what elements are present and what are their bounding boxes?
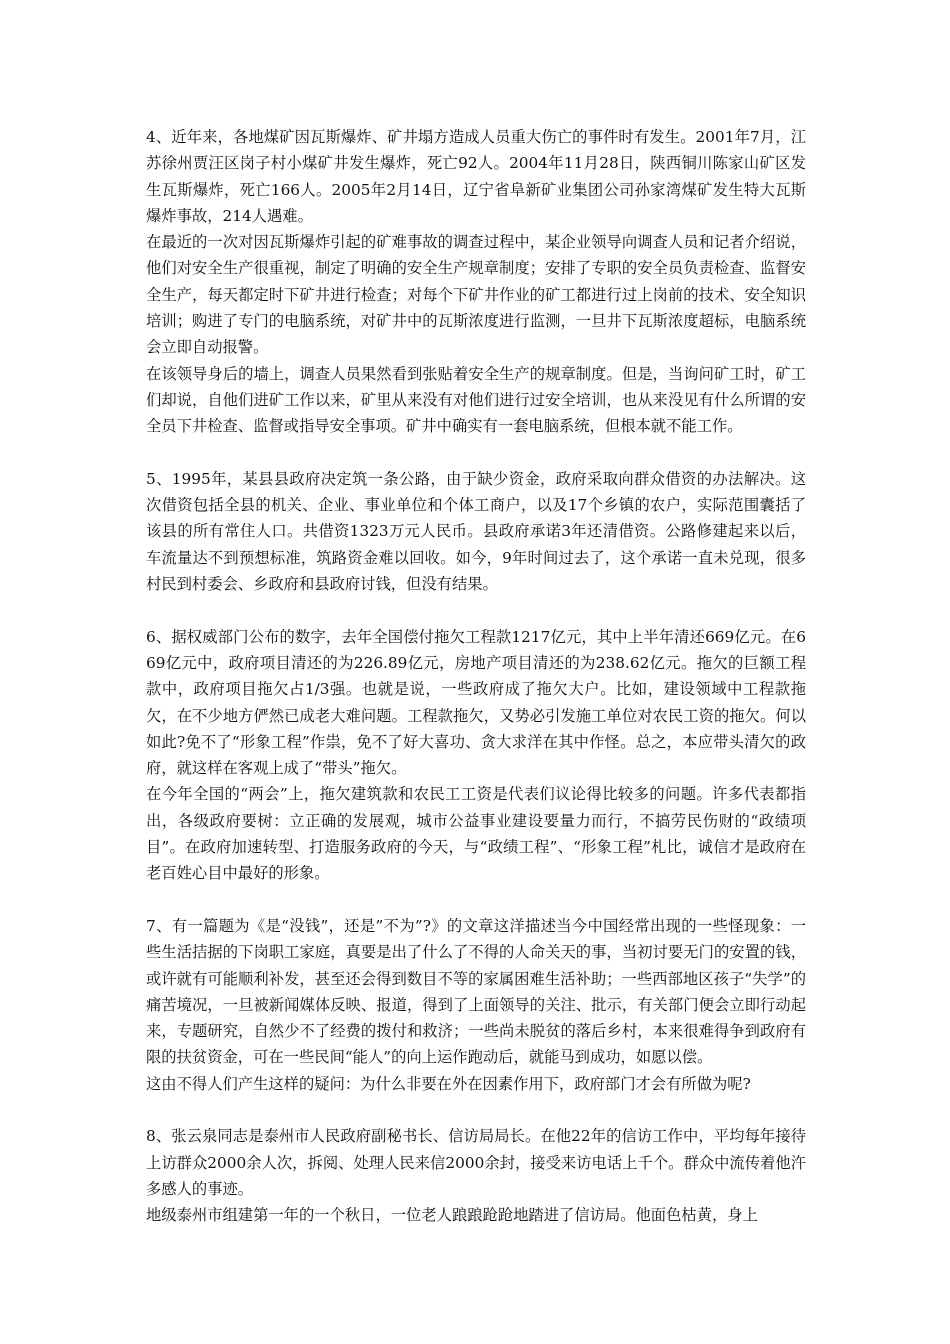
paragraph: 5、1995年，某县县政府决定筑一条公路，由于缺少资金，政府采取向群众借资的办法解决。这次借资包括全县的机关、企业、事业单位和个体工商户，以及17个乡镇的农户，实际范围囊括了该县的所有常住人口。共借资1323万元人民币。县政府承诺3年还清借资。公路修建起来以后，车流量达不到预想标准，筑路资金难以回收。如今，9年时间过去了，这个承诺一直未兑现，很多村民到村委会、乡政府和县政府讨钱，但没有结果。 — [146, 469, 806, 594]
paragraph: 8、张云泉同志是泰州市人民政府副秘书长、信访局局长。在他22年的信访工作中，平均每年接待上访群众2000余人次，拆阅、处理人民来信2000余封，接受来访电话上千个。群众中流传着他汻多感人的事迹。 — [146, 1127, 806, 1198]
paragraph: 地级泰州市组建第一年的一个秋日，一位老人踉踉跄跄地踏进了信访局。他面色枯黄，身上 — [146, 1206, 758, 1225]
paragraph: 在今年全国的“两会”上，拖欠建筑款和农民工工资是代表们议论得比较多的问题。许多代表都指出，各级政府要树：立正确的发展观，城市公益事业建设要量力而行，不搞劳民伤财的“政绩项目”。在政府加速转型、打造服务政府的今天，与“政绩工程”、“形象工程”札比，诚信才是政府在老百姓心目中最好的形象。 — [146, 785, 806, 883]
paragraph: 7、有一篇题为《是“没钱”，还是”不为”?》的文章这洋描述当今中国经常出现的一些怪现象：一些生活拮据的下岗职工家庭，真要是出了什么了不得的人命关天的事，当初讨要无门的安置的钱，或许就有可能顺利补发，甚至还会得到数目不等的家属困难生活补助；一些西部地区孩子“失学”的痛苦境况，一旦被新闻媒体反映、报道，得到了上面领导的关注、批示，有关部门便会立即行动起来，专题研究，自然少不了经费的拨付和救济；一些尚未脱贫的落后乡村，本来很难得争到政府有限的扶贫资金，可在一些民间“能人”的向上运作跑动后，就能马到成功，如愿以偿。 — [146, 916, 806, 1067]
paragraph: 4、近年来，各地煤矿因瓦斯爆炸、矿井塌方造成人员重大伤亡的事件时有发生。2001年7月，江苏徐州贾汪区岗子村小煤矿井发生爆炸，死亡92人。2004年11月28日，陕西铜川陈家山矿区发生瓦斯爆炸，死亡166人。2005年2月14日，辽宁省阜新矿业集团公司孙家湾煤矿发生特大瓦斯爆炸事故，214人遇难。 — [146, 128, 806, 225]
paragraph: 这由不得人们产生这样的疑问：为什么非要在外在因素作用下，政府部门才会有所做为呢? — [146, 1074, 751, 1093]
section-5 — [146, 466, 806, 597]
section-8 — [146, 1123, 806, 1228]
paragraph: 在最近的一次对因瓦斯爆炸引起的矿难事故的调查过程中，某企业领导向调查人员和记者介绍说，他们对安全生产很重视，制定了明确的安全生产规章制度；安排了专职的安全员负责检查、监督安全生产，每天都定时下矿井进行检查；对每个下矿井作业的矿工都进行过上岗前的技术、安全知识培训；购进了专门的电脑系统，对矿井中的瓦斯浓度进行监测，一旦井下瓦斯浓度超标，电脑系统会立即自动报警。 — [146, 233, 806, 357]
paragraph: 6、据权威部门公布的数字，去年全国偿付拖欠工程款1217亿元，其中上半年清还669亿元。在669亿元中，政府项目清还的为226.89亿元，房地产项目清还的为238.62亿元。拖欠的巨额工程款中，政府项目拖欠占1/3强。也就是说，一些政府成了拖欠大户。比如，建设领域中工程款拖欠，在不少地方俨然已成老大难问题。工程款拖欠，又势必引发施工单位对农民工资的拖欠。何以如此?免不了“形象工程”作祟，免不了好大喜功、贪大求洋在其中作怪。总之，本应带头清欠的政府，就这样在客观上成了“带头”拖欠。 — [146, 627, 806, 778]
paragraph: 在该领导身后的墙上，调查人员果然看到张贴着安全生产的规章制度。但是，当询问矿工时，矿工们却说，自他们进矿工作以来，矿里从来没有对他们进行过安全培训，也从来没见有什么所谓的安全员下井检查、监督或指导安全事项。矿井中确实有一套电脑系统，但根本就不能工作。 — [146, 364, 806, 436]
document-page — [146, 124, 806, 1255]
section-6 — [146, 624, 806, 887]
section-7 — [146, 913, 806, 1097]
section-4 — [146, 124, 806, 440]
